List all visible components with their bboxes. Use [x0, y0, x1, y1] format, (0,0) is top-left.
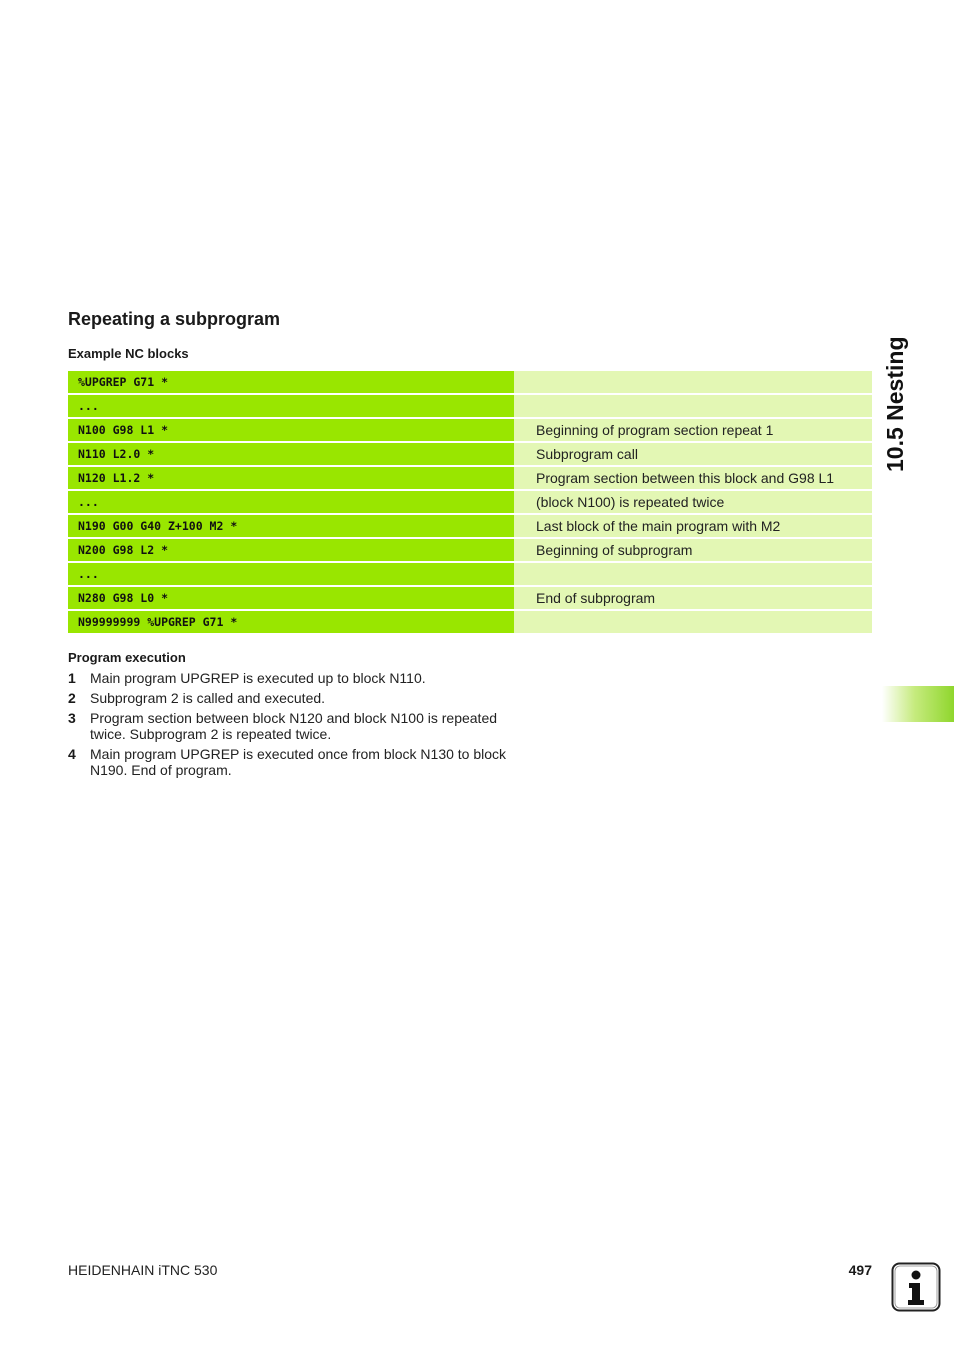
nc-description	[514, 371, 872, 393]
table-row	[68, 515, 872, 537]
nc-code: ...	[68, 563, 514, 585]
table-row	[68, 587, 872, 609]
example-label: Example NC blocks	[68, 346, 189, 361]
step-text: Program section between block N120 and block N100 is repeated twice. Subprogram 2 is repeated twice.	[90, 710, 498, 742]
nc-blocks-table	[68, 371, 872, 635]
list-item	[68, 690, 514, 706]
nc-description	[514, 563, 872, 585]
step-number: 2	[68, 690, 76, 706]
chapter-tab	[882, 686, 954, 722]
page-number: 497	[848, 1262, 872, 1278]
nc-description	[514, 395, 872, 417]
table-row	[68, 467, 872, 489]
step-number: 1	[68, 670, 76, 686]
list-item	[68, 710, 514, 742]
list-item	[68, 746, 514, 778]
step-number: 3	[68, 710, 76, 726]
nc-description: Beginning of program section repeat 1	[514, 419, 872, 441]
footer-brand: HEIDENHAIN iTNC 530	[68, 1262, 218, 1278]
nc-description: (block N100) is repeated twice	[514, 491, 872, 513]
table-row	[68, 395, 872, 417]
table-row	[68, 563, 872, 585]
nc-description: Beginning of subprogram	[514, 539, 872, 561]
list-item	[68, 670, 514, 686]
step-text: Main program UPGREP is executed once from block N130 to block N190. End of program.	[90, 746, 507, 778]
nc-code: N190 G00 G40 Z+100 M2 *	[68, 515, 514, 537]
nc-description: End of subprogram	[514, 587, 872, 609]
step-text: Main program UPGREP is executed up to block N110.	[90, 670, 426, 686]
table-row	[68, 443, 872, 465]
nc-code: ...	[68, 395, 514, 417]
nc-code: N99999999 %UPGREP G71 *	[68, 611, 514, 633]
table-row	[68, 419, 872, 441]
nc-description	[514, 611, 872, 633]
step-text: Subprogram 2 is called and executed.	[90, 690, 326, 706]
nc-code: N100 G98 L1 *	[68, 419, 514, 441]
nc-code: N110 L2.0 *	[68, 443, 514, 465]
nc-code: N280 G98 L0 *	[68, 587, 514, 609]
table-row	[68, 611, 872, 633]
table-row	[68, 539, 872, 561]
table-row	[68, 491, 872, 513]
execution-label: Program execution	[68, 650, 186, 665]
table-row	[68, 371, 872, 393]
nc-code: N200 G98 L2 *	[68, 539, 514, 561]
step-number: 4	[68, 746, 76, 762]
info-icon	[891, 1262, 941, 1312]
nc-description: Last block of the main program with M2	[514, 515, 872, 537]
nc-code: %UPGREP G71 *	[68, 371, 514, 393]
nc-code: ...	[68, 491, 514, 513]
chapter-side-heading: 10.5 Nesting	[882, 336, 908, 472]
nc-description: Subprogram call	[514, 443, 872, 465]
execution-steps	[68, 670, 514, 782]
nc-description: Program section between this block and G98 L1	[514, 467, 872, 489]
section-title: Repeating a subprogram	[68, 309, 281, 329]
nc-code: N120 L1.2 *	[68, 467, 514, 489]
